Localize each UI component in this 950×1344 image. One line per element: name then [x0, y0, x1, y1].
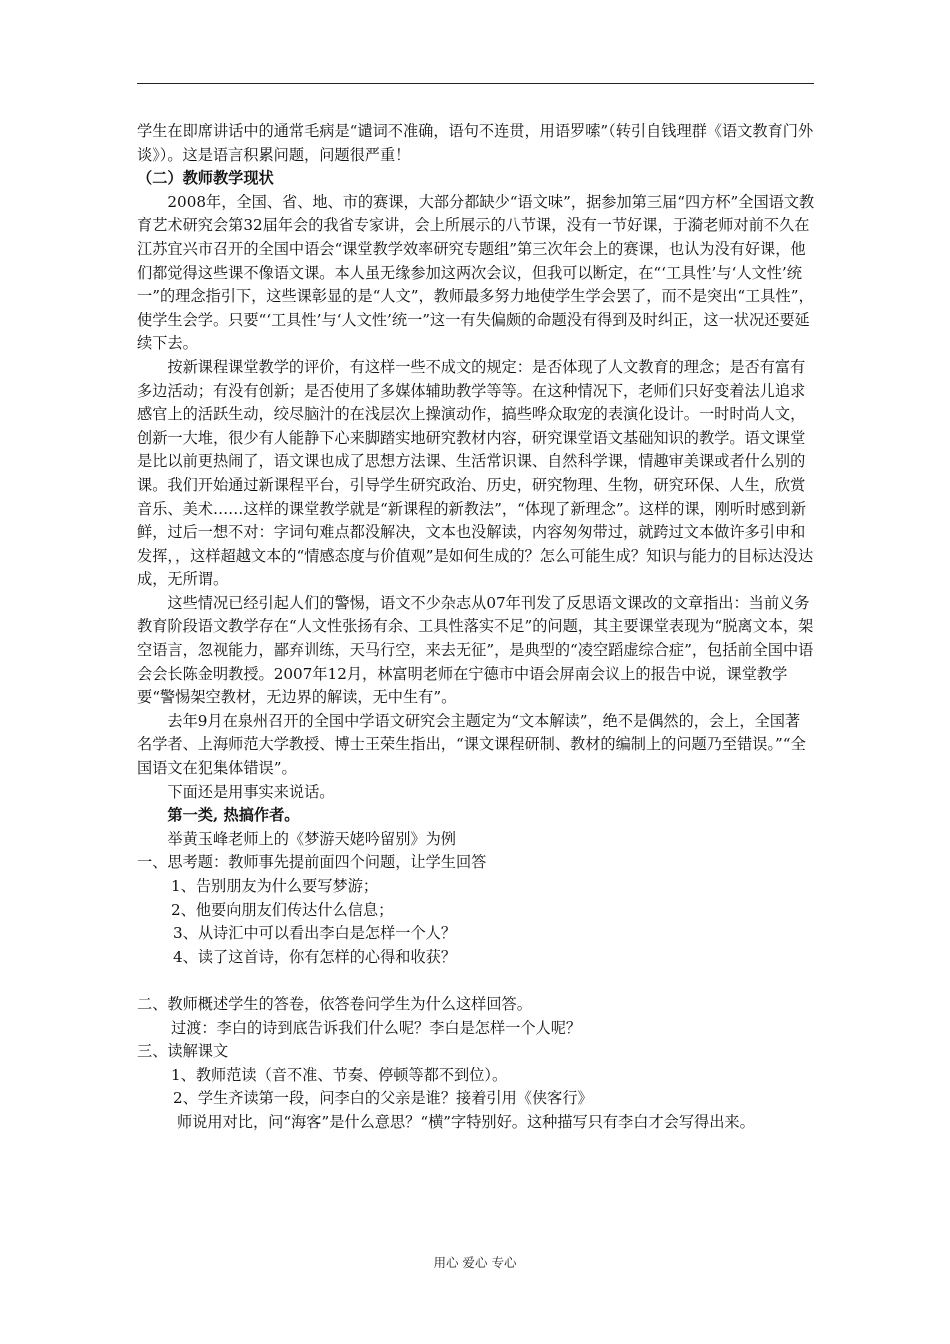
paragraph-vigilance: 这些情况已经引起人们的警惕，语文不少杂志从07年刊发了反思语文课改的文章指出：当前义务教育阶段语文教学存在“人文性张扬有余、工具性落实不足”的问题，其主要课堂表现为“脱离文本，架空语言，忽视能力，鄙弃训练，天马行空，来去无征”，是典型的“凌空蹈虚综合症”，包括前全国中语会会长陈金明教授。2007年12月，林富明老师在宁德市中语会屏南会议上的报告中说，课堂教学要“警惕架空教材，无边界的解读，无中生有”。 [137, 593, 814, 707]
list-item-section-two: 二、教师概述学生的答卷，依答卷问学生为什么这样回答。 [137, 994, 532, 1013]
paragraph-evaluation-rules: 按新课程课堂教学的评价，有这样一些不成文的规定：是否体现了人文教育的理念；是否有富有多边活动；有没有创新；是否使用了多媒体辅助教学等等。在这种情况下，老师们只好变着法儿追求感官上的活跃生动，绞尽脑汁的在浅层次上操演动作，搞些哗众取宠的表演化设计。一时时尚人文，创新一大堆，很少有人能静下心来脚踏实地研究教材内容，研究课堂语文基础知识的教学。语文课堂是比以前更热闹了，语文课也成了思想方法课、生活常识课、自然科学课，情趣审美课或者什么别的课。我们开始通过新课程平台，引导学生研究政治、历史，研究物理、生物，研究环保、人生，欣赏音乐、美术……这样的课堂教学就是“新课程的新教法”，“体现了新理念”。这样的课，刚听时感到新鲜，过后一想不对：字词句难点都没解决，文本也没解读，内容匆匆带过，就跨过文本做许多引申和发挥，，这样超越文本的“情感态度与价值观”是如何生成的？怎么可能生成？知识与能力的目标达没达成，无所谓。 [137, 357, 814, 589]
paragraph-quanzhou-meeting: 去年9月在泉州召开的全国中学语文研究会主题定为“文本解读”，绝不是偶然的，会上，全国著名学者、上海师范大学教授、博士王荣生指出，“课文课程研制、教材的编制上的问题乃至错误。”“全国语文在犯集体错误”。 [137, 711, 806, 778]
list-item-question-3: 3、从诗汇中可以看出李白是怎样一个人？ [173, 924, 457, 943]
page-footer: 用心 爱心 专心 [433, 1255, 517, 1270]
list-item-section-three: 三、读解课文 [137, 1042, 229, 1061]
section-heading-teaching-status: （二）教师教学现状 [137, 169, 274, 188]
list-item-question-2: 2、他要向朋友们传达什么信息； [171, 900, 394, 919]
category-heading-author: 第一类, 热搞作者。 [167, 806, 300, 825]
list-item-question-4: 4、读了这首诗，你有怎样的心得和收获？ [173, 947, 457, 966]
list-item-section-one: 一、思考题：教师事先提前面四个问题，让学生回答 [137, 853, 487, 872]
header-rule [137, 83, 814, 84]
paragraph-example-intro: 举黄玉峰老师上的《梦游天姥吟留别》为例 [167, 829, 456, 848]
list-item-reading-1: 1、教师范读（音不准、节奏、停顿等都不到位）。 [171, 1065, 508, 1084]
blank-line [137, 969, 815, 993]
document-body [137, 120, 815, 1135]
paragraph-transition: 过渡：李白的诗到底告诉我们什么呢？李白是怎样一个人呢？ [171, 1018, 582, 1037]
list-item-question-1: 1、告别朋友为什么要写梦游； [171, 877, 379, 895]
list-item-reading-2: 2、学生齐读第一段，问李白的父亲是谁？接着引用《侠客行》 [173, 1089, 593, 1108]
paragraph-speech-problems: 学生在即席讲话中的通常毛病是“谴词不准确，语句不连贯，用语罗嗦”（转引自钱理群《语文教育门外谈》）。这是语言积累问题，问题很严重！ [137, 122, 814, 164]
paragraph-teacher-comment: 师说用对比，问“海客”是什么意思？“横”字特别好。这种描写只有李白才会写得出来。 [177, 1112, 755, 1131]
paragraph-facts-intro: 下面还是用事实来说话。 [167, 782, 335, 801]
paragraph-2008-contests: 2008年，全国、省、地、市的赛课，大部分都缺少“语文味”，据参加第三届“四方杯”全国语文教育艺术研究会第32届年会的我省专家讲，会上所展示的八节课，没有一节好课，于漪老师对前不久在江苏宜兴市召开的全国中语会“课堂教学效率研究专题组”第三次年会上的赛课，也认为没有好课，他们都觉得这些课不像语文课。本人虽无缘参加这两次会议，但我可以断定，在“‘工具性’与‘人文性’统一”的理念指引下，这些课彰显的是“人文”，教师最多努力地使学生学会罢了，而不是突出“工具性”，使学生会学。只要“‘工具性’与‘人文性’统一”这一有失偏颇的命题没有得到及时纠正，这一状况还要延续下去。 [137, 192, 815, 353]
